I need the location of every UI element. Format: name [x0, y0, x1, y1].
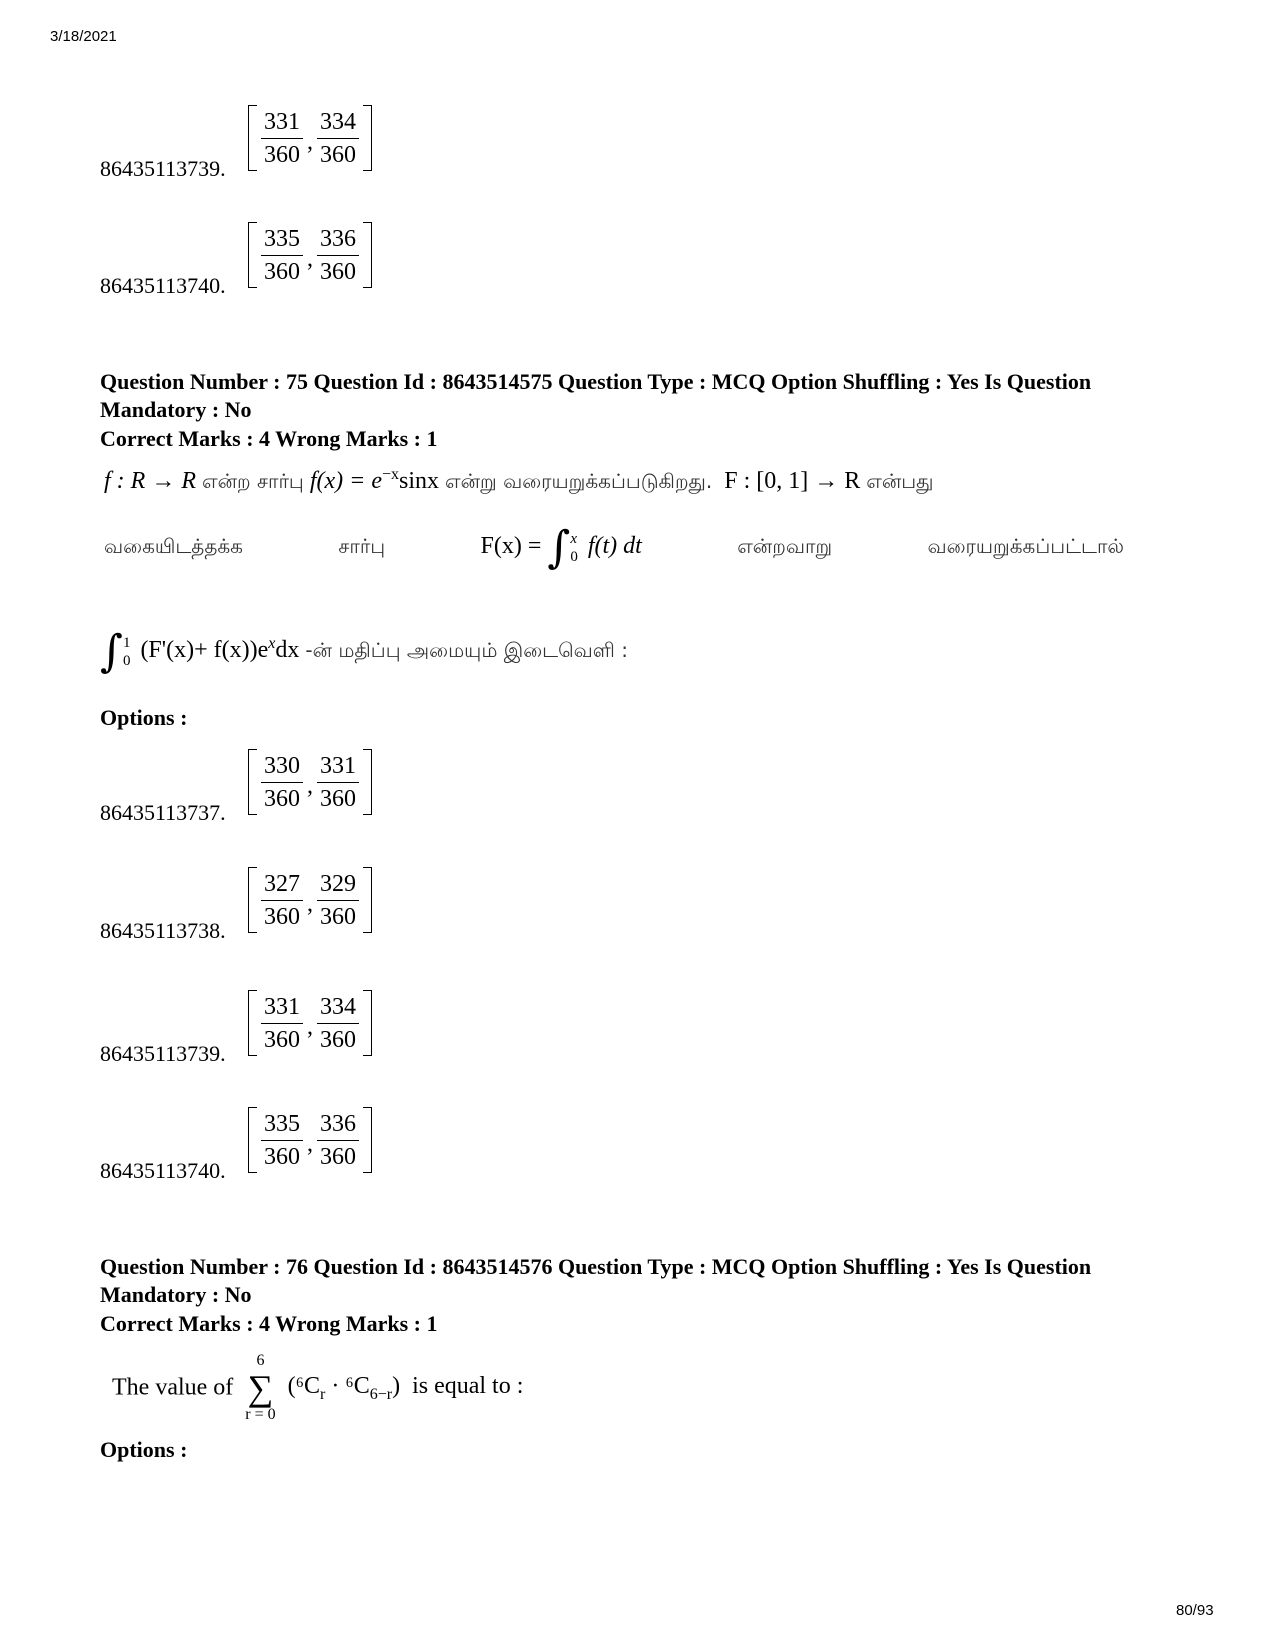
interval-expression: $\frac{330}{360}$ , $\frac{331}{360}$	[248, 742, 372, 822]
option-id: 86435113738.	[100, 918, 226, 943]
integral-sign: ∫	[547, 522, 571, 573]
integral-sign: ∫	[100, 626, 123, 677]
option-item[interactable]	[100, 860, 600, 950]
option-id: 86435113740.	[100, 273, 226, 298]
question-line-2: வகையிடத்தக்க சார்பு F(x) = ∫ x 0 f(t) dt என்றவாறு வரையறுக்கப்பட்டால்	[104, 522, 1124, 573]
option-id: 86435113739.	[100, 156, 226, 181]
option-item[interactable]	[100, 215, 600, 305]
question-line-1: f : R → R என்ற சார்பு $f(x) = e^{-x}\sin x$ என்று வரையறுக்கப்படுகிறது. F : [0, 1] → R என்பது	[104, 466, 934, 494]
interval-expression: $\frac{335}{360}$ , $\frac{336}{360}$	[248, 215, 372, 295]
question-line-1: The value of 6 ∑ r = 0 $(^6C_r \cdot ^6C_{6-r})$ is equal to :	[112, 1352, 524, 1423]
question-marks: Correct Marks : 4 Wrong Marks : 1	[100, 426, 438, 451]
option-item[interactable]	[100, 98, 600, 188]
option-item[interactable]	[100, 1100, 600, 1190]
options-label: Options :	[100, 1437, 188, 1462]
option-item[interactable]	[100, 983, 600, 1073]
question-line-3: ∫ 1 0 $(F'(x)+ f(x))e^xdx$ -ன் மதிப்பு அமையும் இடைவெளி :	[100, 626, 628, 677]
summation: 6 ∑ r = 0	[245, 1352, 276, 1423]
interval-expression: $\frac{331}{360}$ , $\frac{334}{360}$	[248, 98, 372, 178]
interval-expression: $\frac{327}{360}$ , $\frac{329}{360}$	[248, 860, 372, 940]
question-header: Question Number : 76 Question Id : 8643514576 Question Type : MCQ Option Shuffling : Yes Is Question Mandatory : No	[100, 1254, 1092, 1307]
interval-expression: $\frac{335}{360}$ , $\frac{336}{360}$	[248, 1100, 372, 1180]
option-id: 86435113737.	[100, 800, 226, 825]
interval-expression: $\frac{331}{360}$ , $\frac{334}{360}$	[248, 983, 372, 1063]
question-header: Question Number : 75 Question Id : 8643514575 Question Type : MCQ Option Shuffling : Yes Is Question Mandatory : No	[100, 369, 1092, 422]
option-id: 86435113739.	[100, 1041, 226, 1066]
page-number: 80/93	[1176, 1602, 1214, 1619]
option-id: 86435113740.	[100, 1158, 226, 1183]
question-marks: Correct Marks : 4 Wrong Marks : 1	[100, 1311, 438, 1336]
options-label: Options :	[100, 705, 188, 730]
option-item[interactable]	[100, 742, 600, 832]
print-date: 3/18/2021	[50, 28, 117, 45]
